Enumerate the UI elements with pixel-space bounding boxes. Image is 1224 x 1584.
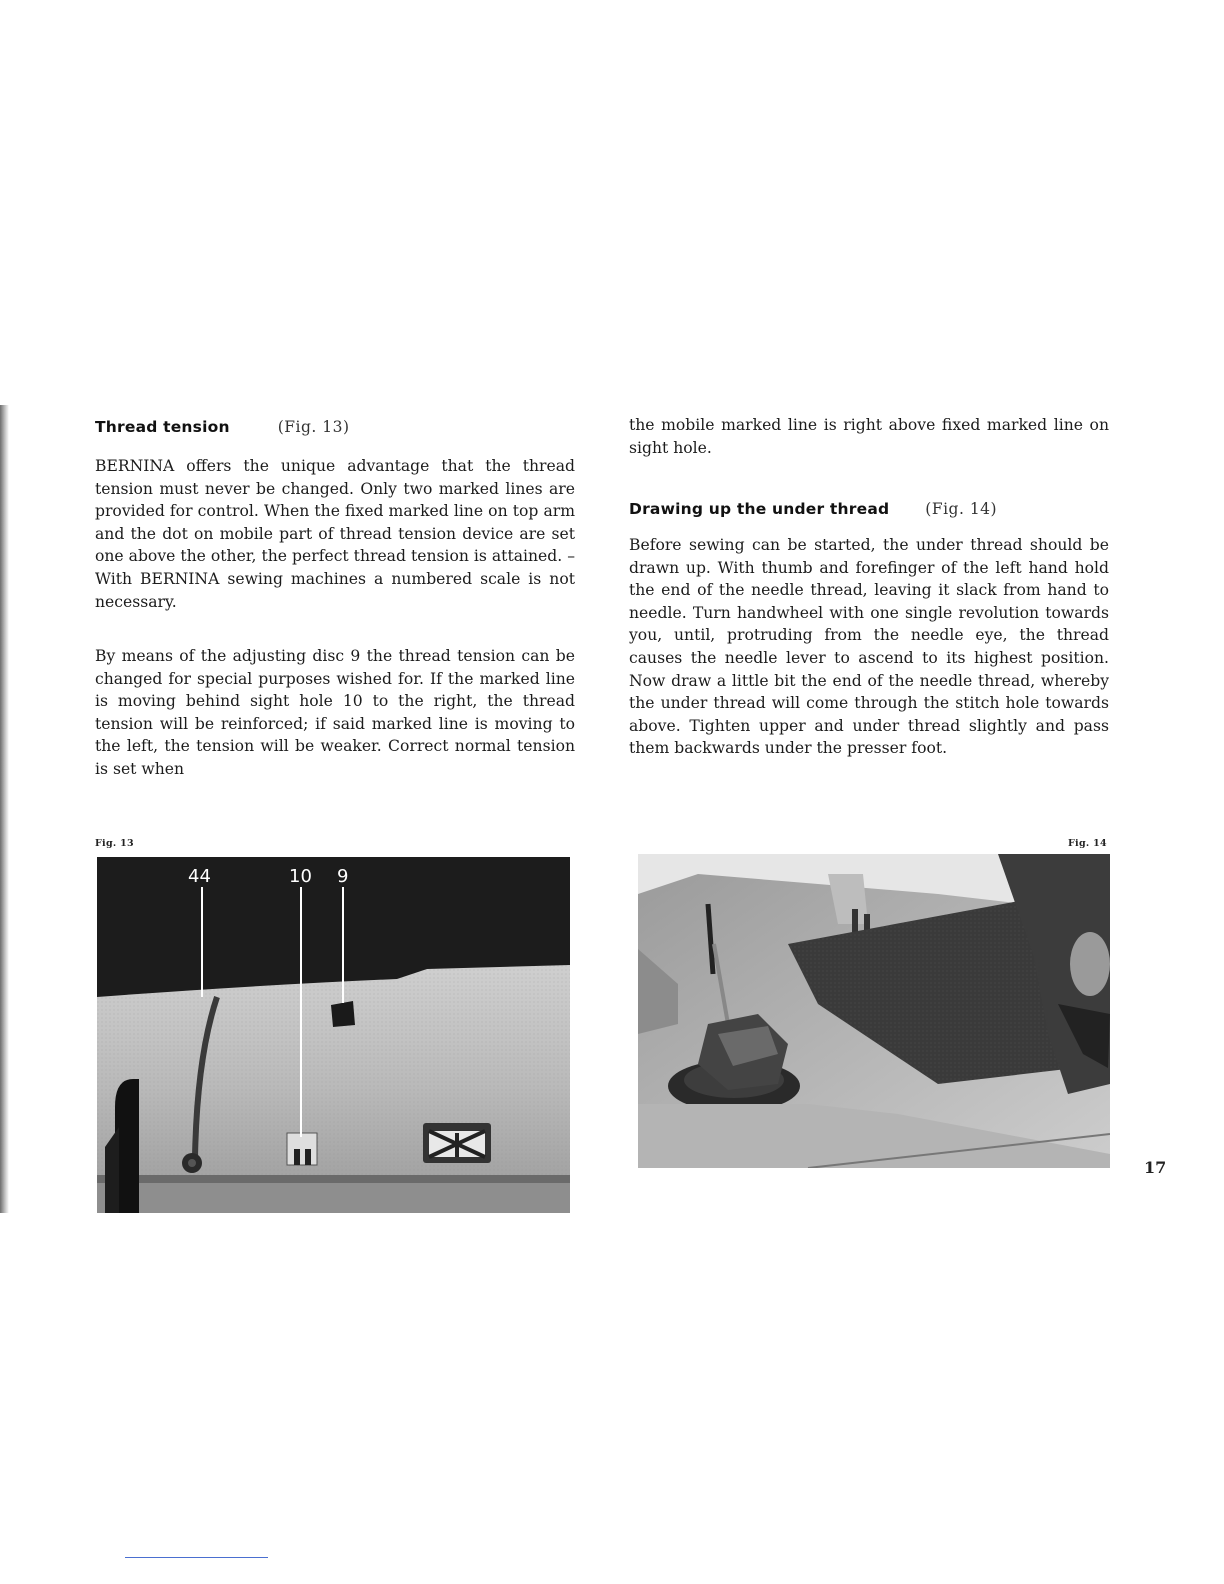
page-number: 17: [1144, 1158, 1167, 1177]
fig-13-photo: [97, 857, 570, 1213]
thread-tension-paragraph-1: BERNINA offers the unique advantage that the thread tension must never be changed. Only two marked lines are provided for control. When the fixed marked line on top arm and the dot on mobile part of thread tension device are set one above the other, the perfect thread tension is attained. – With BERNINA sewing machines a numbered scale is not necessary.: [95, 457, 575, 611]
fig-14-label: Fig. 14: [1068, 838, 1107, 849]
fig-13-label: Fig. 13: [95, 838, 134, 849]
thread-tension-heading: [95, 418, 350, 436]
figure-reference: (Fig. 13): [277, 418, 350, 436]
callout-10: 10: [289, 866, 312, 887]
fig-14-photo: [638, 854, 1110, 1168]
callout-44: 44: [188, 866, 211, 887]
section-title: Drawing up the under thread: [629, 500, 890, 518]
figure-reference: (Fig. 14): [925, 500, 998, 518]
thread-tension-paragraph-2: By means of the adjusting disc 9 the thread tension can be changed for special purposes wished for. If the marked line is moving behind sight hole 10 to the right, the thread tension will be reinforced; if said marked line is moving to the left, the tension will be weaker. Correct normal tension is set when: [95, 647, 575, 778]
under-thread-paragraph: Before sewing can be started, the under thread should be drawn up. With thumb and forefinger of the left hand hold the end of the needle thread, leaving it slack from hand to needle. Turn handwheel with one single revolution towards you, until, protruding from the needle eye, the thread causes the needle lever to ascend to its highest position. Now draw a little bit the end of the needle thread, whereby the under thread will come through the stitch hole towards above. Tighten upper and under thread slightly and pass them backwards under the presser foot.: [629, 536, 1109, 758]
callout-9: 9: [337, 866, 349, 887]
binding-shadow: [0, 405, 9, 1213]
footer-rule: [125, 1557, 268, 1558]
thread-tension-continuation: the mobile marked line is right above fixed marked line on sight hole.: [629, 416, 1109, 457]
section-title: Thread tension: [95, 418, 230, 436]
under-thread-heading: [629, 500, 997, 518]
